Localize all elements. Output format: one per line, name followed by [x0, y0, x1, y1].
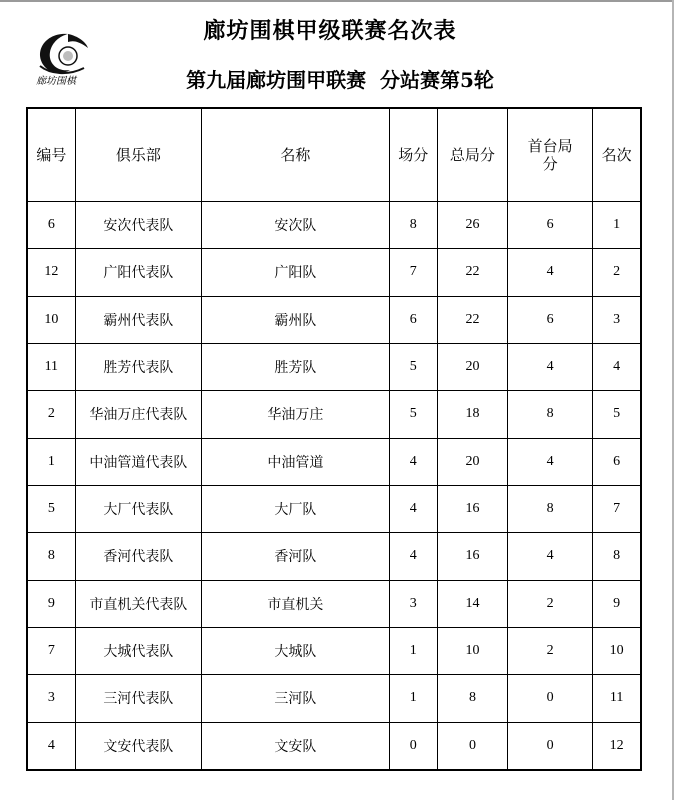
cell-match-points: 4	[389, 438, 437, 485]
cell-id: 7	[27, 627, 75, 674]
cell-name: 大厂队	[202, 485, 390, 532]
cell-total-points: 22	[437, 249, 507, 296]
table-row	[27, 533, 641, 580]
cell-total-points: 26	[437, 202, 507, 249]
cell-name: 三河队	[202, 675, 390, 722]
ranking-table	[26, 107, 642, 771]
cell-id: 10	[27, 296, 75, 343]
cell-first-board-points: 8	[508, 391, 593, 438]
cell-total-points: 8	[437, 675, 507, 722]
header-total-points: 总局分	[437, 108, 507, 202]
cell-club: 文安代表队	[75, 722, 201, 770]
cell-first-board-points: 4	[508, 533, 593, 580]
go-stone-swirl-logo	[28, 28, 98, 90]
cell-club: 华油万庄代表队	[75, 391, 201, 438]
cell-match-points: 1	[389, 675, 437, 722]
cell-name: 香河队	[202, 533, 390, 580]
cell-first-board-points: 2	[508, 580, 593, 627]
cell-total-points: 0	[437, 722, 507, 770]
cell-club: 市直机关代表队	[75, 580, 201, 627]
top-border-line	[0, 0, 674, 2]
cell-name: 安次队	[202, 202, 390, 249]
cell-match-points: 3	[389, 580, 437, 627]
table-row	[27, 627, 641, 674]
cell-first-board-points: 6	[508, 296, 593, 343]
cell-name: 市直机关	[202, 580, 390, 627]
cell-club: 大城代表队	[75, 627, 201, 674]
cell-name: 华油万庄	[202, 391, 390, 438]
table-row	[27, 391, 641, 438]
cell-total-points: 18	[437, 391, 507, 438]
svg-text:廊坊围棋: 廊坊围棋	[36, 76, 76, 87]
table-row	[27, 485, 641, 532]
page-subtitle: 第九届廊坊围甲联赛 分站赛第5轮	[186, 68, 494, 92]
cell-club: 中油管道代表队	[75, 438, 201, 485]
cell-rank: 4	[593, 343, 641, 390]
table-row	[27, 675, 641, 722]
cell-total-points: 20	[437, 438, 507, 485]
cell-name: 文安队	[202, 722, 390, 770]
cell-match-points: 6	[389, 296, 437, 343]
header-club: 俱乐部	[75, 108, 201, 202]
table-row	[27, 438, 641, 485]
cell-total-points: 16	[437, 533, 507, 580]
table-header-row	[27, 108, 641, 202]
cell-total-points: 16	[437, 485, 507, 532]
cell-id: 12	[27, 249, 75, 296]
cell-rank: 10	[593, 627, 641, 674]
cell-id: 6	[27, 202, 75, 249]
cell-first-board-points: 4	[508, 343, 593, 390]
cell-match-points: 7	[389, 249, 437, 296]
cell-name: 胜芳队	[202, 343, 390, 390]
cell-match-points: 0	[389, 722, 437, 770]
cell-rank: 5	[593, 391, 641, 438]
cell-match-points: 5	[389, 343, 437, 390]
cell-first-board-points: 6	[508, 202, 593, 249]
cell-first-board-points: 8	[508, 485, 593, 532]
cell-rank: 7	[593, 485, 641, 532]
cell-club: 胜芳代表队	[75, 343, 201, 390]
cell-id: 4	[27, 722, 75, 770]
cell-id: 2	[27, 391, 75, 438]
header-id: 编号	[27, 108, 75, 202]
cell-name: 霸州队	[202, 296, 390, 343]
cell-club: 霸州代表队	[75, 296, 201, 343]
cell-rank: 6	[593, 438, 641, 485]
cell-total-points: 14	[437, 580, 507, 627]
cell-total-points: 22	[437, 296, 507, 343]
table-row	[27, 343, 641, 390]
cell-name: 大城队	[202, 627, 390, 674]
cell-match-points: 8	[389, 202, 437, 249]
cell-first-board-points: 2	[508, 627, 593, 674]
cell-match-points: 1	[389, 627, 437, 674]
cell-club: 大厂代表队	[75, 485, 201, 532]
cell-club: 香河代表队	[75, 533, 201, 580]
cell-rank: 9	[593, 580, 641, 627]
cell-club: 广阳代表队	[75, 249, 201, 296]
cell-match-points: 4	[389, 533, 437, 580]
cell-first-board-points: 4	[508, 438, 593, 485]
table-row	[27, 249, 641, 296]
cell-rank: 3	[593, 296, 641, 343]
cell-match-points: 4	[389, 485, 437, 532]
table-row	[27, 580, 641, 627]
cell-total-points: 20	[437, 343, 507, 390]
cell-rank: 1	[593, 202, 641, 249]
cell-match-points: 5	[389, 391, 437, 438]
cell-id: 11	[27, 343, 75, 390]
header-name: 名称	[202, 108, 390, 202]
header-first-board-points: 首台局分	[508, 108, 593, 202]
cell-club: 三河代表队	[75, 675, 201, 722]
cell-id: 1	[27, 438, 75, 485]
cell-first-board-points: 0	[508, 675, 593, 722]
header-match-points: 场分	[389, 108, 437, 202]
cell-rank: 12	[593, 722, 641, 770]
cell-rank: 11	[593, 675, 641, 722]
table-row	[27, 202, 641, 249]
cell-id: 8	[27, 533, 75, 580]
cell-first-board-points: 4	[508, 249, 593, 296]
cell-first-board-points: 0	[508, 722, 593, 770]
cell-rank: 8	[593, 533, 641, 580]
cell-total-points: 10	[437, 627, 507, 674]
cell-id: 5	[27, 485, 75, 532]
cell-club: 安次代表队	[75, 202, 201, 249]
cell-id: 3	[27, 675, 75, 722]
table-row	[27, 722, 641, 770]
header-rank: 名次	[593, 108, 641, 202]
cell-id: 9	[27, 580, 75, 627]
table-row	[27, 296, 641, 343]
cell-name: 广阳队	[202, 249, 390, 296]
cell-name: 中油管道	[202, 438, 390, 485]
cell-rank: 2	[593, 249, 641, 296]
page-title: 廊坊围棋甲级联赛名次表	[203, 18, 457, 44]
